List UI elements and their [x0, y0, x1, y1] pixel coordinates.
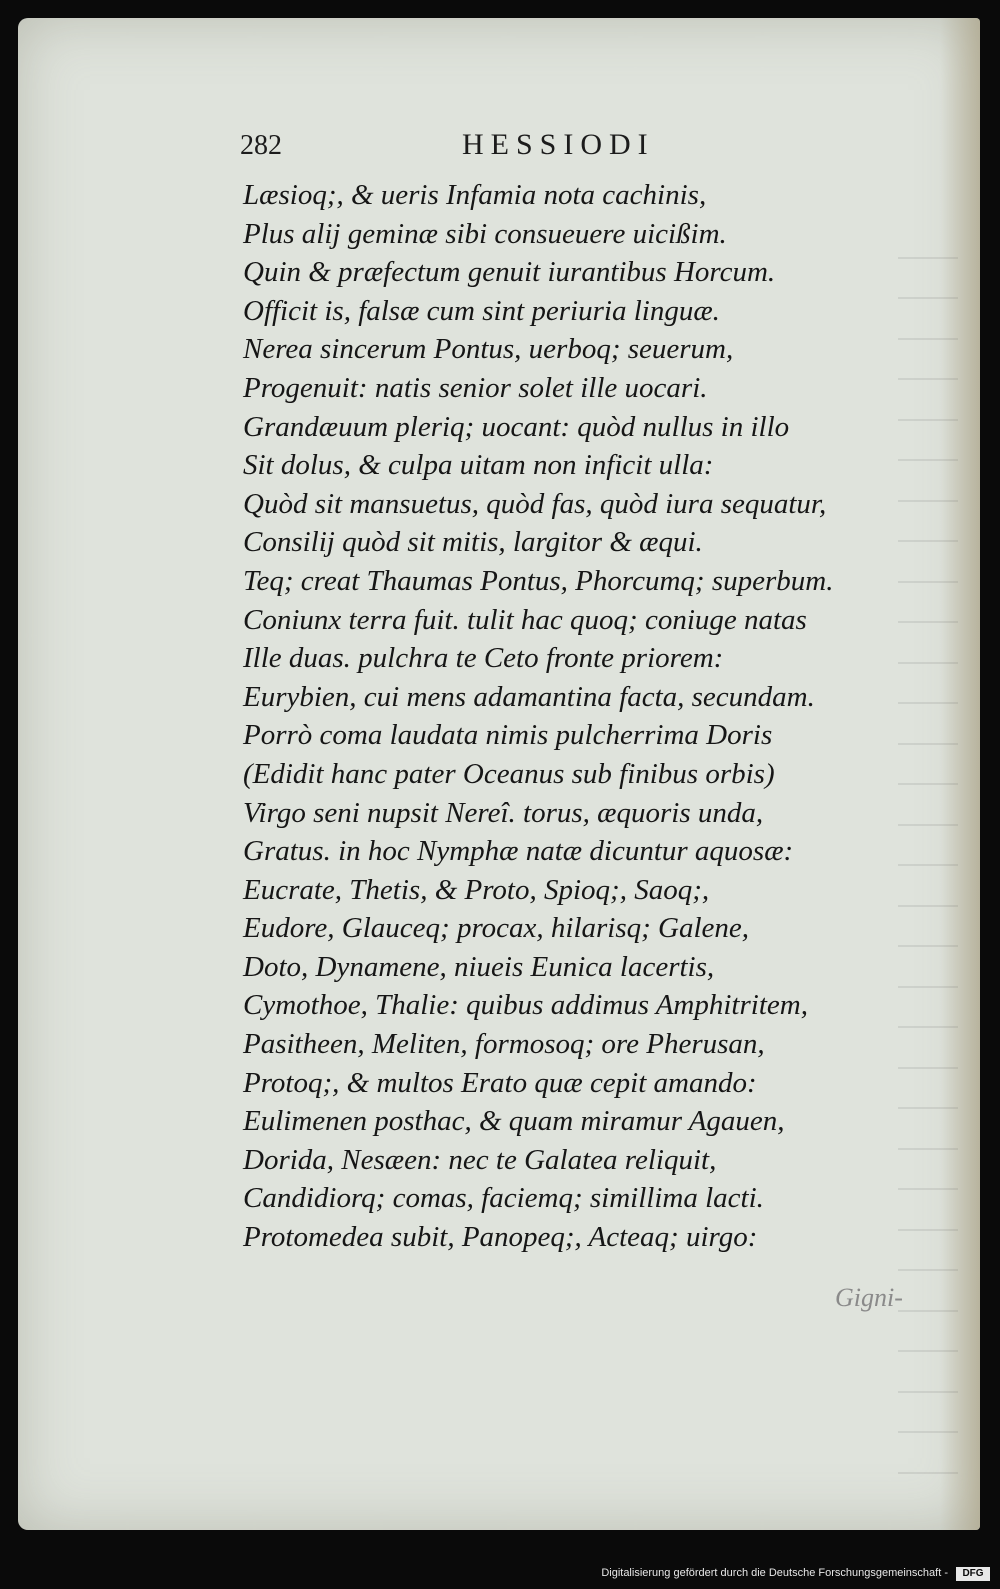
- page-header: [240, 120, 720, 170]
- verse-line: Sit dolus, & culpa uitam non inficit ulla:: [243, 449, 714, 482]
- verse-line: Progenuit: natis senior solet ille uocari.: [243, 371, 708, 404]
- verse-line: (Edidit hanc pater Oceanus sub finibus orbis): [243, 757, 775, 790]
- verse-line: Eulimenen posthac, & quam miramur Agauen,: [243, 1105, 785, 1138]
- verse-line: Plus alij geminæ sibi consueuere uicißim.: [243, 217, 727, 250]
- verse-line: Dorida, Nesæen: nec te Galatea reliquit,: [243, 1143, 717, 1176]
- digitization-credit: Digitalisierung gefördert durch die Deutsche Forschungsgemeinschaft -: [601, 1567, 948, 1579]
- verse-line: Grandæuum pleriq; uocant: quòd nullus in illo: [243, 410, 790, 443]
- verse-line: Coniunx terra fuit. tulit hac quoq; coniuge natas: [243, 603, 807, 636]
- verse-line: Quin & præfectum genuit iurantibus Horcum.: [243, 256, 776, 289]
- verse-line: Consilij quòd sit mitis, largitor & æqui.: [243, 526, 703, 559]
- verse-line: Quòd sit mansuetus, quòd fas, quòd iura sequatur,: [243, 487, 827, 520]
- verse-line: Eurybien, cui mens adamantina facta, secundam.: [243, 680, 815, 713]
- verse-line: Ille duas. pulchra te Ceto fronte priorem:: [243, 642, 724, 675]
- verse-line: Doto, Dynamene, niueis Eunica lacertis,: [243, 950, 715, 983]
- running-head: HESSIODI: [462, 128, 655, 161]
- verse-line: Nerea sincerum Pontus, uerboq; seuerum,: [243, 333, 734, 366]
- catchword: Gigni-: [835, 1283, 903, 1312]
- verse-block: [243, 176, 883, 1257]
- verse-line: Porrò coma laudata nimis pulcherrima Doris: [243, 719, 773, 752]
- verse-line: Eudore, Glauceq; procax, hilarisq; Galene,: [243, 912, 750, 945]
- verse-line: Gratus. in hoc Nymphæ natæ dicuntur aquosæ:: [243, 835, 794, 868]
- page-number: 282: [240, 130, 282, 161]
- bleed-through-lines: [898, 218, 968, 1468]
- verse-line: Eucrate, Thetis, & Proto, Spioq;, Saoq;,: [243, 873, 710, 906]
- verse-line: Læsioq;, & ueris Infamia nota cachinis,: [243, 179, 707, 211]
- verse-line: Protomedea subit, Panopeq;, Acteaq; uirgo:: [243, 1221, 758, 1254]
- verse-line: Candidiorq; comas, faciemq; simillima lacti.: [243, 1182, 764, 1215]
- verse-line: Protoq;, & multos Erato quæ cepit amando:: [243, 1066, 757, 1099]
- verse-line: Virgo seni nupsit Nereî. torus, æquoris unda,: [243, 796, 764, 829]
- dfg-logo: DFG: [956, 1567, 990, 1581]
- footer-bar: [0, 1559, 1000, 1589]
- verse-line: Cymothoe, Thalie: quibus addimus Amphitritem,: [243, 989, 808, 1022]
- verse-line: Pasitheen, Meliten, formosoq; ore Pherusan,: [243, 1028, 765, 1061]
- verse-line: Officit is, falsæ cum sint periuria linguæ.: [243, 294, 720, 327]
- verse-line: Teq; creat Thaumas Pontus, Phorcumq; superbum.: [243, 564, 834, 597]
